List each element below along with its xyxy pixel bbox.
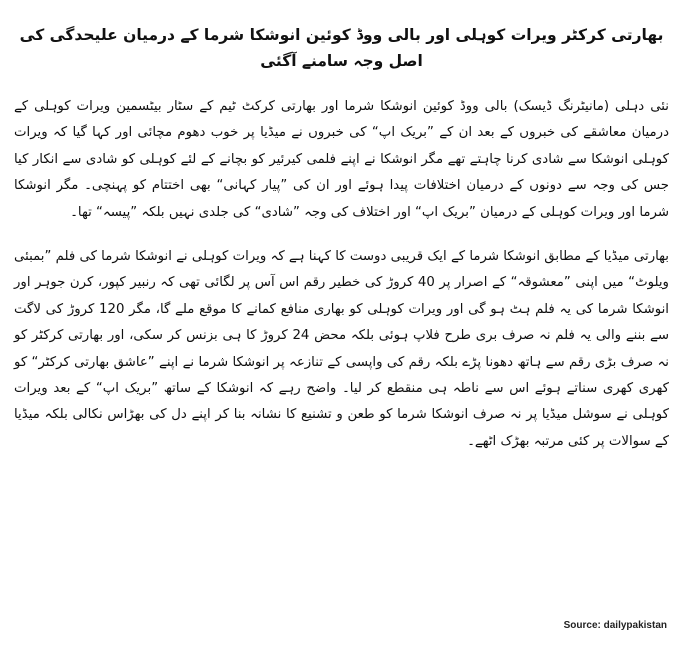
article-paragraph-2: بھارتی میڈیا کے مطابق انوشکا شرما کے ایک قریبی دوست کا کہنا ہے کہ ویرات کوہلی نے انوشکا شرما کی فلم ”بمبئی ویلوٹ“ میں اپنی ”معشوقہ“ کے اصرار پر 40 کروڑ کی خطیر رقم اس آس پر لگائی تھی کہ رنبیر کپور، کرن جوہر اور انوشکا شرما کی یہ فلم ہٹ ہو گی اور ویرات کوہلی کو بھاری منافع کمانے کا موقع ملے گا، مگر 120 کروڑ کی لاگت سے بننے والی یہ فلم نہ صرف بری طرح فلاپ ہوئی بلکہ محض 24 کروڑ کا ہی بزنس کر سکی، اور بھارتی کرکٹر کو نہ صرف بڑی رقم سے ہاتھ دھونا پڑے بلکہ رقم کی واپسی کے تنازعہ پر انوشکا شرما نے اپنے ”عاشق بھارتی کرکٹر“ کو کھری کھری سناتے ہوئے اس سے ناطہ ہی منقطع کر لیا۔ واضح رہے کہ انوشکا کے ساتھ ”بریک اپ“ کے بعد ویرات کوہلی نے سوشل میڈیا پر نہ صرف انوشکا شرما کو طعن و تشنیع کا نشانہ بنا کر اپنے دل کی بھڑاس نکالی بلکہ میڈیا کے سوالات پر کئی مرتبہ بھڑک اٹھے۔ <box>14 249 669 449</box>
news-article <box>14 0 669 455</box>
article-source: Source: dailypakistan <box>563 620 667 631</box>
article-headline: بھارتی کرکٹر ویرات کوہلی اور بالی ووڈ کوئین انوشکا شرما کے درمیان علیحدگی کی اصل وجہ سامنے آگئی <box>19 26 664 70</box>
article-paragraph-1: نئی دہلی (مانیٹرنگ ڈیسک) بالی ووڈ کوئین انوشکا شرما اور بھارتی کرکٹ ٹیم کے سٹار بیٹسمین ویرات کوہلی کے درمیان معاشقے کی خبروں کے بعد ان کے ”بریک اپ“ کی خبروں نے میڈیا پر خوب دھوم مچائی اور کہا گیا کہ ویرات کوہلی انوشکا سے شادی کرنا چاہتے تھے مگر انوشکا نے اپنے فلمی کیرئیر کو بچانے کے لئے کوہلی کو شادی سے انکار کیا جس کی وجہ سے دونوں کے درمیان اختلافات پیدا ہوئے اور ان کی ”پیار کہانی“ بھی اختتام کو پہنچی۔ مگر انوشکا شرما اور ویرات کوہلی کے درمیان ”بریک اپ“ اور اختلاف کی وجہ ”شادی“ کی جلدی نہیں بلکہ ”پیسہ“ تھا۔ <box>14 99 669 220</box>
